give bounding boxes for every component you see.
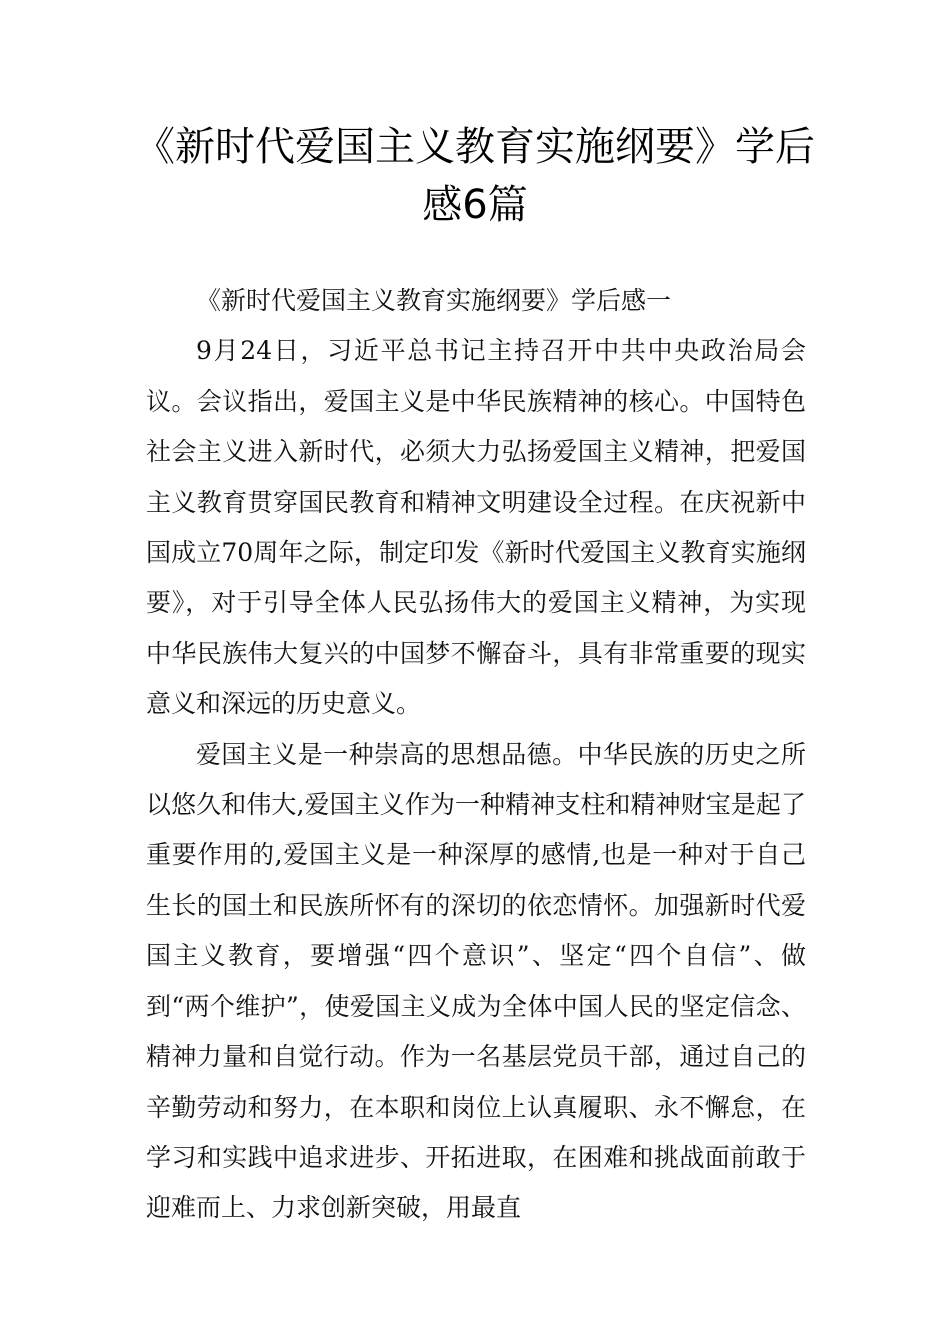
paragraph-2: 爱国主义是一种崇高的思想品德。中华民族的历史之所以悠久和伟大,爱国主义作为一种精神支柱和精神财宝是起了重要作用的,爱国主义是一种深厚的感情,也是一种对于自己生长的国土和民族所怀有的深切的依恋情怀。加强新时代爱国主义教育，要增强“四个意识”、坚定“四个自信”、做到“两个维护”，使爱国主义成为全体中国人民的坚定信念、精神力量和自觉行动。作为一名基层党员干部，通过自己的辛勤劳动和努力，在本职和岗位上认真履职、永不懈怠，在学习和实践中追求进步、开拓进取，在困难和挑战面前敢于迎难而上、力求创新突破，用最直 — [146, 739, 806, 1223]
paragraph-1: 9月24日，习近平总书记主持召开中共中央政治局会议。会议指出，爱国主义是中华民族精神的核心。中国特色社会主义进入新时代，必须大力弘扬爱国主义精神，把爱国主义教育贯穿国民教育和精神文明建设全过程。在庆祝新中国成立70周年之际，制定印发《新时代爱国主义教育实施纲要》，对于引导全体人民弘扬伟大的爱国主义精神，为实现中华民族伟大复兴的中国梦不懈奋斗，具有非常重要的现实意义和深远的历史意义。 — [146, 336, 806, 719]
section-heading: 《新时代爱国主义教育实施纲要》学后感一 — [196, 286, 672, 315]
document-title: 《新时代爱国主义教育实施纲要》学后感6篇 — [135, 124, 815, 228]
document-body — [146, 276, 806, 1234]
